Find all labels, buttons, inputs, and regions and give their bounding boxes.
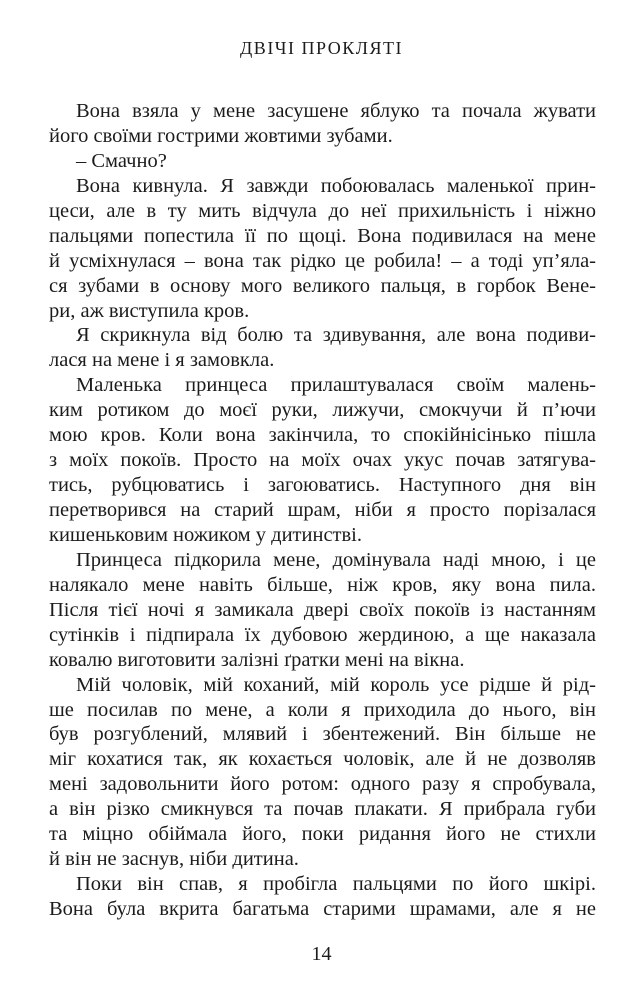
- text-line: Маленька принцеса прилаштувалася своїм малень-: [76, 374, 596, 397]
- text-line: та міцно обіймала його, поки ридання його не стихли: [49, 823, 596, 846]
- text-line: його своїми гострими жовтими зубами.: [49, 124, 393, 147]
- text-line: був розгублений, млявий і збентежений. Він більше не: [49, 723, 596, 746]
- text-line: Я скрикнула від болю та здивування, але вона подиви-: [76, 324, 596, 347]
- text-line: мені задовольнити його ротом: одного разу я спробувала,: [49, 773, 596, 796]
- paragraph: [49, 872, 596, 922]
- paragraph: [49, 174, 596, 324]
- paragraph: [49, 323, 596, 373]
- text-line: ся зубами в основу мого великого пальця, в горбок Вене-: [49, 274, 596, 297]
- text-line: ковалю виготовити залізні ґратки мені на вікна.: [49, 648, 465, 671]
- text-line: Поки він спав, я пробігла пальцями по його шкірі.: [76, 873, 596, 896]
- text-line: ри, аж виступила кров.: [49, 299, 250, 322]
- text-line: пальцями попестила її по щоці. Вона подивилася на мене: [49, 224, 596, 247]
- running-header: ДВІЧІ ПРОКЛЯТІ: [240, 38, 403, 58]
- text-line: міг кохатися так, як кохається чоловік, але й не дозволяв: [49, 748, 596, 771]
- text-line: кишеньковим ножиком у дитинстві.: [49, 523, 363, 546]
- text-line: налякало мене навіть більше, ніж кров, яку вона пила.: [49, 573, 596, 596]
- text-line: ше посилав по мене, а коли я приходила до нього, він: [49, 698, 596, 721]
- text-line: Принцеса підкорила мене, домінувала наді мною, і це: [76, 548, 596, 571]
- text-line: Після тієї ночі я замикала двері своїх покоїв із настанням: [49, 598, 596, 621]
- text-line: тись, рубцюватись і загоюватись. Наступного дня він: [49, 474, 596, 497]
- text-line: Мій чоловік, мій коханий, мій король усе рідше й рід-: [76, 673, 596, 696]
- text-line: Вона була вкрита багатьма старими шрамами, але я не: [49, 898, 596, 920]
- text-line: а він різко смикнувся та почав плакати. Я прибрала губи: [49, 798, 596, 821]
- text-line: ким ротиком до моєї руки, лижучи, смокчучи й п’ючи: [49, 399, 596, 422]
- paragraph: [49, 673, 596, 873]
- page-number: 14: [311, 943, 332, 965]
- text-line: з моїх покоїв. Просто на моїх очах укус почав затягува-: [49, 449, 596, 472]
- text-line: мою кров. Коли вона закінчила, то спокійнісінько пішла: [49, 424, 596, 447]
- text-line: цеси, але в ту мить відчула до неї прихильність і ніжно: [49, 199, 596, 222]
- paragraph: [49, 548, 596, 673]
- text-line: Вона взяла у мене засушене яблуко та почала жувати: [76, 100, 596, 122]
- text-line: Вона кивнула. Я завжди побоювалась маленької прин-: [76, 174, 596, 197]
- text-line: сутінків і підпирала їх дубовою жердиною, а ще наказала: [49, 623, 596, 646]
- text-line: лася на мене і я замовкла.: [49, 349, 275, 372]
- body-text: [49, 99, 596, 922]
- paragraph: [49, 373, 596, 548]
- text-line: й усміхнулася – вона так рідко це робила! – а тоді уп’яла-: [49, 249, 596, 272]
- text-line: й він не заснув, ніби дитина.: [49, 848, 299, 871]
- paragraph: [49, 99, 596, 149]
- text-line: перетворився на старий шрам, ніби я просто порізалася: [49, 499, 596, 521]
- paragraph: [49, 149, 596, 174]
- text-line: – Смачно?: [76, 149, 167, 172]
